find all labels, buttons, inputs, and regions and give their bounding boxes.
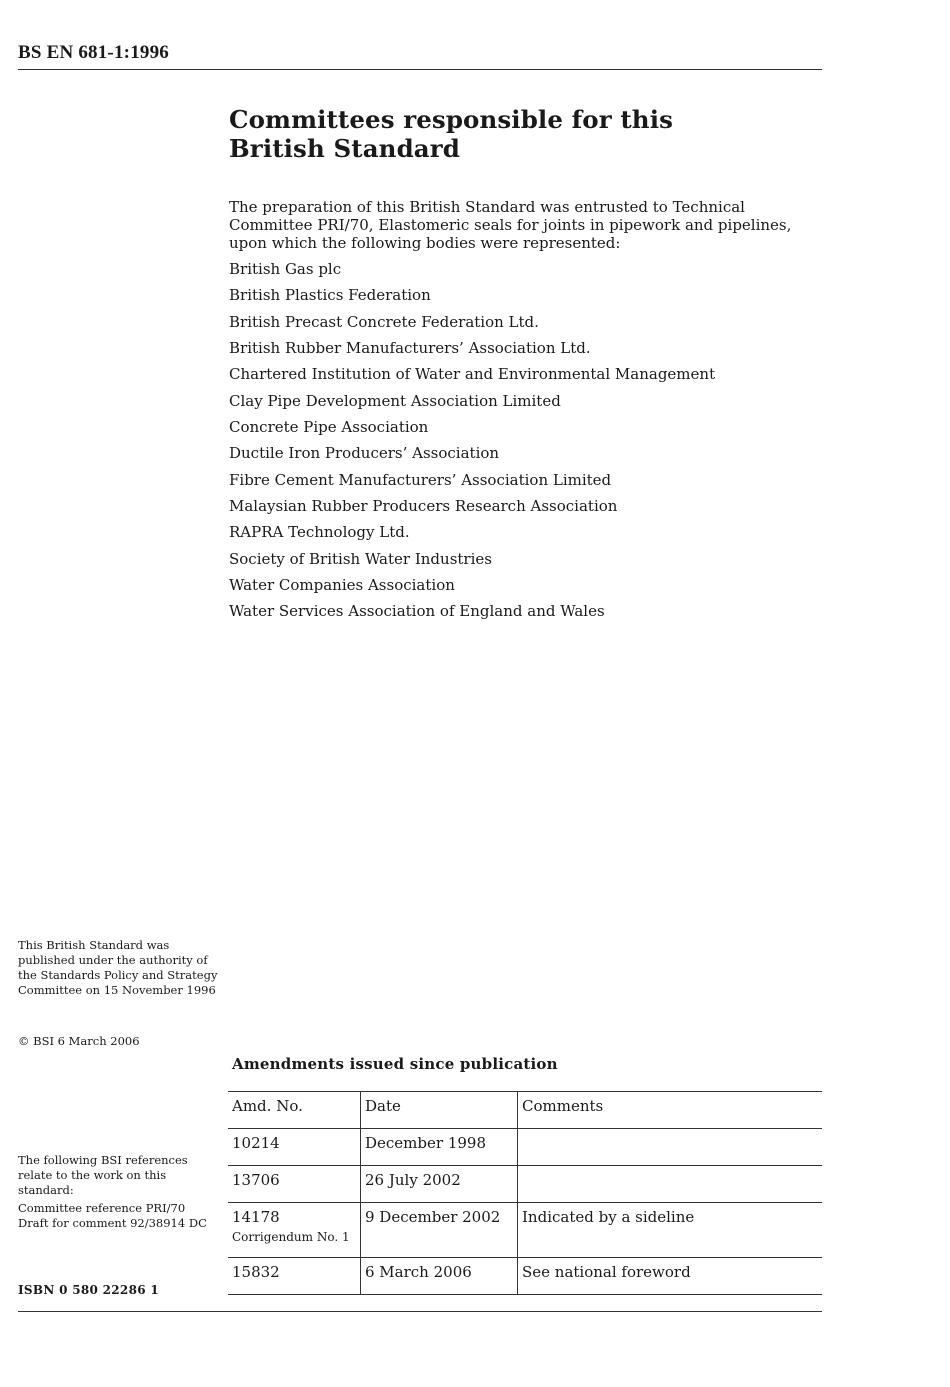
amd-no-cell: 13706 — [228, 1166, 361, 1203]
bottom-rule — [18, 1311, 822, 1312]
standard-id: BS EN 681-1:1996 — [18, 42, 169, 63]
table-row — [228, 1258, 822, 1295]
publication-note: This British Standard was published under the authority of the Standards Policy and Strategy Committee on 15 November 1996 — [18, 938, 218, 997]
copyright-notice: © BSI 6 March 2006 — [18, 1034, 140, 1048]
comments-cell: See national foreword — [518, 1258, 823, 1295]
body-item: British Plastics Federation — [229, 286, 431, 305]
represented-bodies-list — [229, 258, 715, 627]
date-cell: 26 July 2002 — [361, 1166, 518, 1203]
header-comments: Comments — [518, 1092, 823, 1129]
page-title — [229, 105, 673, 163]
header-date: Date — [361, 1092, 518, 1129]
body-item: Fibre Cement Manufacturers’ Association Limited — [229, 470, 612, 489]
page-title-line-1: Committees responsible for this — [229, 105, 674, 134]
draft-for-comment: Draft for comment 92/38914 DC — [18, 1216, 207, 1230]
amendments-table — [228, 1091, 822, 1295]
body-item: Society of British Water Industries — [229, 549, 492, 568]
body-item: Clay Pipe Development Association Limited — [229, 391, 561, 410]
date-cell: December 1998 — [361, 1129, 518, 1166]
page-title-line-2: British Standard — [229, 134, 461, 163]
date-cell: 9 December 2002 — [361, 1203, 518, 1258]
body-item: British Gas plc — [229, 260, 342, 278]
body-item: Water Companies Association — [229, 576, 455, 595]
amd-no-cell: 10214 — [228, 1129, 361, 1166]
amd-no-cell: 15832 — [228, 1258, 361, 1295]
table-header-row — [228, 1092, 822, 1129]
body-item: Concrete Pipe Association — [229, 418, 429, 437]
bsi-references — [18, 1153, 218, 1231]
references-intro: The following BSI references relate to the work on this standard: — [18, 1153, 188, 1197]
table-row — [228, 1129, 822, 1166]
amd-no-value: 14178 — [232, 1208, 280, 1226]
body-item: Ductile Iron Producers’ Association — [229, 444, 500, 463]
comments-cell — [518, 1129, 823, 1166]
body-item: British Rubber Manufacturers’ Association Ltd. — [229, 339, 591, 358]
body-item: RAPRA Technology Ltd. — [229, 523, 410, 542]
top-rule — [18, 69, 822, 70]
amd-no-cell — [228, 1203, 361, 1258]
table-row — [228, 1166, 822, 1203]
table-row — [228, 1203, 822, 1258]
comments-cell — [518, 1166, 823, 1203]
comments-cell: Indicated by a sideline — [518, 1203, 823, 1258]
body-item: Chartered Institution of Water and Environmental Management — [229, 365, 716, 384]
date-cell: 6 March 2006 — [361, 1258, 518, 1295]
body-item: Water Services Association of England and Wales — [229, 602, 605, 621]
body-item: Malaysian Rubber Producers Research Association — [229, 497, 618, 516]
header-amd-no: Amd. No. — [228, 1092, 361, 1129]
corrigendum-note: Corrigendum No. 1 — [232, 1230, 350, 1244]
committee-intro: The preparation of this British Standard was entrusted to Technical Committee PRI/70, Elastomeric seals for joints in pipework and pipelines, upon which the following bodies were represented: — [229, 198, 792, 252]
isbn: ISBN 0 580 22286 1 — [18, 1283, 159, 1297]
committee-reference: Committee reference PRI/70 — [18, 1201, 186, 1215]
amendments-title: Amendments issued since publication — [232, 1055, 558, 1073]
body-item: British Precast Concrete Federation Ltd. — [229, 312, 539, 331]
